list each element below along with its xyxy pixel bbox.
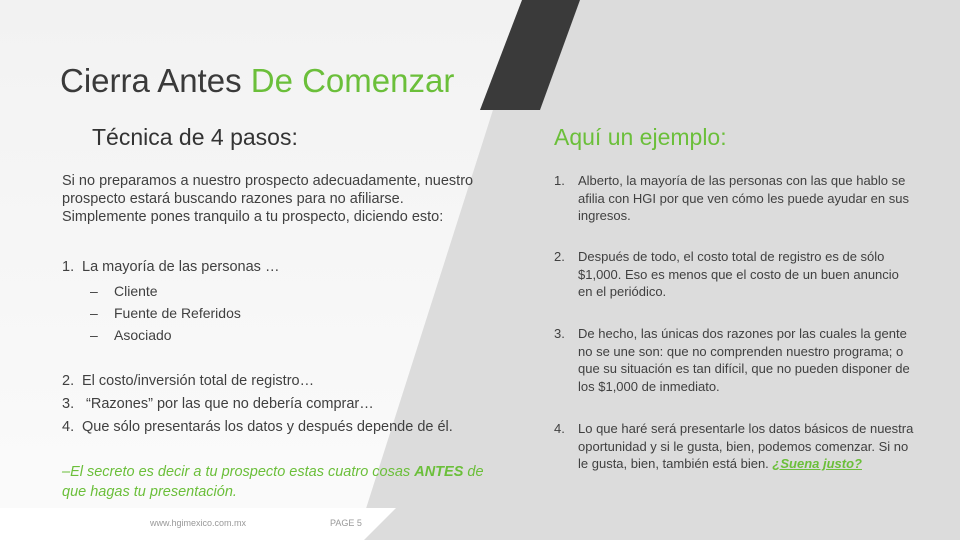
step-text: Que sólo presentarás los datos y después depende de él. (82, 419, 453, 435)
secret-note (62, 462, 492, 502)
title-main: Cierra Antes (60, 62, 251, 99)
step-number: 4. (62, 419, 75, 435)
sub-item (90, 327, 172, 343)
secret-bold: ANTES (414, 464, 464, 480)
step-text: “Razones” por las que no debería comprar… (82, 396, 374, 412)
step-number: 1. (62, 259, 75, 275)
title-accent: De Comenzar (250, 62, 455, 99)
example-item (554, 248, 914, 301)
left-heading: Técnica de 4 pasos: (92, 124, 298, 150)
example-number: 4. (554, 421, 565, 436)
secret-suffix: de que hagas tu presentación. (62, 464, 484, 500)
step-item (62, 396, 374, 412)
example-number: 1. (554, 173, 565, 188)
example-text: Lo que haré será presentarle los datos básicos de nuestra oportunidad y si le gusta, bien, podemos comenzar. Si no le gusta, bien, también está bien. (578, 421, 914, 471)
sub-text: Asociado (114, 327, 172, 343)
example-text: Después de todo, el costo total de registro es de sólo $1,000. Eso es menos que el costo de un buen anuncio en el periódico. (578, 249, 899, 299)
example-number: 2. (554, 249, 565, 264)
step-item (62, 419, 453, 435)
step-item (62, 373, 314, 389)
right-heading: Aquí un ejemplo: (554, 124, 727, 150)
sub-item (90, 283, 158, 299)
step-text: El costo/inversión total de registro… (82, 373, 315, 389)
example-text: De hecho, las únicas dos razones por las cuales la gente no se une son: que no comprenden nuestro programa; o que su situación es tan difícil, que no pueden disponer de los $1,000 de inmediato. (578, 326, 910, 394)
example-highlight: ¿Suena justo? (772, 456, 862, 471)
sub-dash: – (90, 327, 98, 343)
example-item (554, 325, 914, 395)
step-item (62, 259, 279, 275)
example-item (554, 172, 914, 225)
sub-dash: – (90, 283, 98, 299)
step-text: La mayoría de las personas … (82, 259, 280, 275)
sub-item (90, 305, 241, 321)
step-number: 3. (62, 396, 75, 412)
slide-title (60, 62, 454, 100)
footer-page-number: PAGE 5 (330, 518, 362, 528)
example-text-container (578, 420, 914, 473)
footer-url: www.hgimexico.com.mx (150, 518, 247, 528)
secret-prefix: –El secreto es decir a tu prospecto estas cuatro cosas (62, 464, 415, 480)
example-text: Alberto, la mayoría de las personas con las que hablo se afilia con HGI por que ven cómo les puede ayudar en sus ingresos. (578, 173, 909, 223)
sub-dash: – (90, 305, 98, 321)
step-number: 2. (62, 373, 75, 389)
sub-text: Fuente de Referidos (114, 305, 241, 321)
intro-paragraph: Si no preparamos a nuestro prospecto adecuadamente, nuestro prospecto estará buscando razones para no afiliarse. Simplemente pones tranquilo a tu prospecto, diciendo esto: (62, 173, 474, 225)
example-item (554, 420, 914, 473)
sub-text: Cliente (114, 283, 158, 299)
example-number: 3. (554, 326, 565, 341)
